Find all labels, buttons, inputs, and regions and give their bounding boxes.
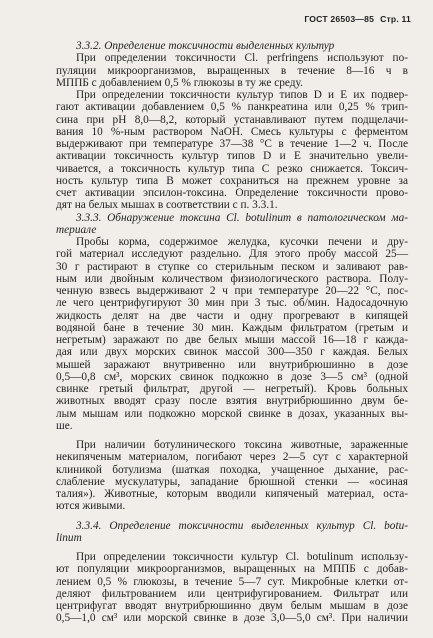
- text-line: активации токсичность культур типов D и E значительно увели-: [56, 150, 408, 163]
- text-line: ются живыми.: [56, 500, 126, 513]
- text-line: центрифугат вводят внутрибрюшинно двум белым мышам в дозе: [56, 600, 408, 612]
- text-line: 3.3.3. Обнаружение токсина Cl. botulinum в патологическом ма-: [76, 211, 408, 224]
- text-line: животных вводят сразу после взятия внутрибрюшинно двум бе-: [56, 395, 408, 408]
- text-line: счет активации эпсилон-токсина. Определение токсичности прово-: [56, 187, 408, 199]
- standard-number: ГОСТ 26503—85: [304, 14, 375, 24]
- text-line: 3.3.2. Определение токсичности выделенных культур: [76, 40, 335, 52]
- text-line: свинке гретый фильтрат, другой — негретый). Кровь больных: [56, 383, 408, 395]
- text-line: слабление мускулатуры, западание брюшной стенки — «осиная: [56, 475, 408, 488]
- text-line: 0,5—0,8 см³, морских свинок подкожно в дозе 3—5 см³ (одной: [56, 370, 408, 383]
- page-number: Стр. 11: [380, 14, 411, 24]
- text-line: ченную взвесь выдерживают 2 ч при температуре 20—22 °С, пос-: [56, 285, 408, 297]
- text-line: териале: [56, 223, 97, 236]
- text-line: гают активации добавлением 0,5 % панкреатина или 0,25 % трип-: [56, 101, 408, 114]
- text-line: клиникой ботулизма (шаткая походка, учащенное дыхание, рас-: [56, 463, 408, 476]
- text-line: ность культур типа В может сохраниться на прежнем уровне за: [56, 174, 408, 187]
- paragraph-gap: [56, 544, 408, 551]
- body-text: [56, 40, 408, 625]
- text-line: деляют фильтрованием или центрифугированием. Фильтрат или: [56, 587, 408, 600]
- text-line: мышей заражают внутривенно или внутрибрюшинно в дозе: [56, 358, 408, 371]
- text-line: ют популяции микроорганизмов, выращенных на МППБ с добав-: [56, 563, 408, 576]
- text-line: ше.: [56, 419, 73, 432]
- text-line: вания 10 %-ным раствором NaOH. Смесь культуры с ферментом: [56, 125, 408, 138]
- text-line: талия»). Животные, которым вводили кипяченый материал, оста-: [56, 488, 408, 500]
- text-line: жидкость делят на две части и одну прогревают в кипящей: [56, 309, 408, 322]
- text-line: чивается, а токсичность культур типа С резко снижается. Токсич-: [56, 162, 408, 175]
- paragraph-gap: [56, 513, 408, 520]
- text-line: дая или двух морских свинок массой 300—350 г каждая. Белых: [56, 346, 408, 359]
- text-line: Пробы корма, содержимое желудка, кусочки печени и дру-: [76, 236, 408, 248]
- text-line: негретым) заражают по две белых мыши массой 16—18 г кажда-: [56, 334, 408, 346]
- paragraph-gap: [56, 432, 408, 439]
- text-line: При определении токсичности Cl. perfringens используют по-: [76, 52, 408, 65]
- text-line: некипяченым материалом, погибают через 2—5 сут с характерной: [56, 451, 408, 464]
- text-line: водяной бане в течение 30 мин. Каждым фильтратом (гретым и: [56, 321, 408, 334]
- text-line: При наличии ботулинического токсина животные, зараженные: [76, 439, 408, 451]
- text-line: выдерживают при температуре 37—38 °С в течение 1—2 ч. После: [56, 138, 408, 150]
- text-line: ле чего центрифугируют 30 мин при 3 тыс. об/мин. Надосадочную: [56, 297, 408, 310]
- text-line: 30 г растирают в ступке со стерильным песком и заливают рав-: [56, 260, 408, 273]
- text-line: 3.3.4. Определение токсичности выделенных культур Cl. botu-: [76, 519, 408, 532]
- text-line: linum: [56, 531, 82, 544]
- text-line: При определении токсичности культур Cl. botulinum использу-: [76, 551, 408, 563]
- text-line: При определении токсичности культур типов D и E их подвер-: [76, 89, 408, 101]
- text-line: 0,5—1,0 см³ или морской свинке в дозе 3,0—5,0 см³. При наличии: [56, 612, 408, 625]
- text-line: гой материал исследуют раздельно. Для этого пробу массой 25—: [56, 248, 408, 261]
- text-line: лым мышам или подкожно морской свинке в дозах, указанных вы-: [56, 407, 408, 420]
- text-line: МППБ с добавлением 0,5 % глюкозы в ту же среду.: [56, 76, 303, 89]
- text-line: дят на белых мышах в соответствии с п. 3.3.1.: [56, 199, 278, 212]
- text-line: сина при pH 8,0—8,2, который устанавливают путем подщелачи-: [56, 113, 408, 126]
- page-header: [304, 14, 411, 24]
- text-line: лением 0,5 % глюкозы, в течение 5—7 сут. Микробные клетки от-: [56, 575, 408, 588]
- text-line: пуляции микроорганизмов, выращенных в течение 8—16 ч в: [56, 64, 408, 77]
- text-line: ным или двойным количеством физиологического раствора. Полу-: [56, 272, 408, 285]
